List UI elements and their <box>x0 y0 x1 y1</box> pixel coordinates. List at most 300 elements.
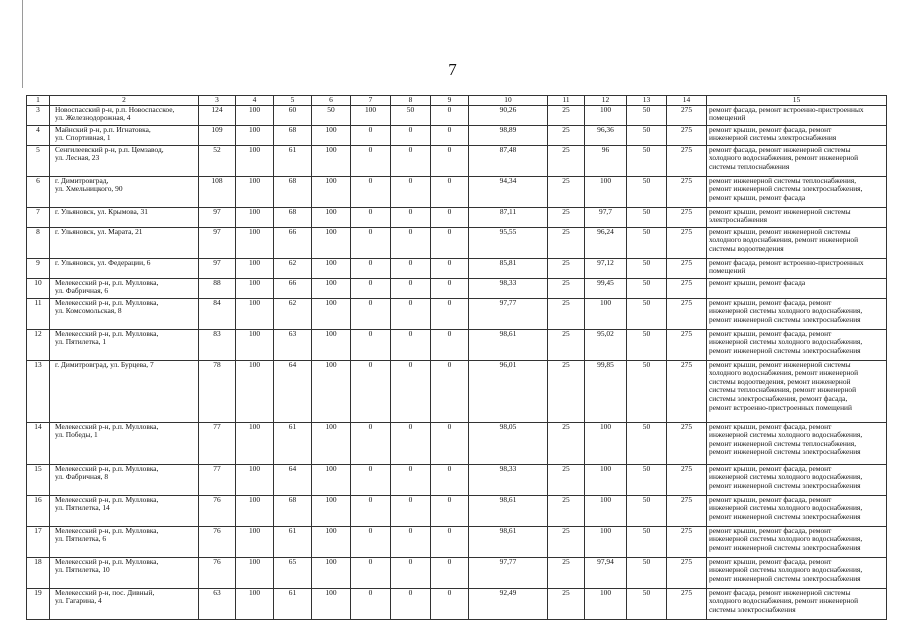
repair-works-cell <box>707 176 887 207</box>
address-line: г. Димитровград, ул. Бурцева, 7 <box>55 360 154 369</box>
value-cell-6: 100 <box>312 588 351 619</box>
repair-works-line: ремонт крыши, ремонт фасада <box>709 192 806 202</box>
value-cell-7: 0 <box>351 360 391 422</box>
value-cell-11: 25 <box>548 298 585 329</box>
value-cell-9: 0 <box>431 588 469 619</box>
value-cell-3: 108 <box>199 176 236 207</box>
value-cell-10: 98,33 <box>469 278 548 298</box>
address-line: ул. Железнодорожная, 4 <box>55 113 131 123</box>
value-cell-11: 25 <box>548 207 585 227</box>
repair-works-line: ремонт крыши, ремонт фасада, ремонт <box>709 422 832 431</box>
repair-works-cell <box>707 360 887 422</box>
value-cell-7: 0 <box>351 258 391 278</box>
value-cell-6: 100 <box>312 176 351 207</box>
value-cell-12: 96,36 <box>585 125 627 145</box>
address-cell <box>50 329 199 360</box>
value-cell-10: 98,61 <box>469 329 548 360</box>
repair-works-cell <box>707 298 887 329</box>
value-cell-11: 25 <box>548 105 585 125</box>
value-cell-9: 0 <box>431 464 469 495</box>
repair-works-line: ремонт фасада, ремонт инженерной системы <box>709 145 851 154</box>
address-line: ул. Комсомольская, 8 <box>55 306 122 316</box>
repair-works-cell <box>707 495 887 526</box>
repair-works-cell <box>707 105 887 125</box>
value-cell-8: 0 <box>391 495 431 526</box>
value-cell-4: 100 <box>236 526 274 557</box>
value-cell-3: 78 <box>199 360 236 422</box>
value-cell-10: 90,26 <box>469 105 548 125</box>
value-cell-8: 0 <box>391 422 431 464</box>
header-row <box>27 96 887 106</box>
repair-works-line: ремонт инженерной системы теплоснабжения, <box>709 438 857 448</box>
address-cell <box>50 298 199 329</box>
value-cell-11: 25 <box>548 495 585 526</box>
repair-works-line: системы теплоснабжения <box>709 161 790 171</box>
value-cell-14: 275 <box>667 298 707 329</box>
column-header: 12 <box>585 96 627 106</box>
repair-works-line: системы электроснабжения, ремонт фасада, <box>709 393 848 403</box>
value-cell-6: 100 <box>312 360 351 422</box>
value-cell-7: 0 <box>351 145 391 176</box>
repair-works-cell <box>707 422 887 464</box>
value-cell-10: 98,61 <box>469 526 548 557</box>
repair-works-line: ремонт инженерной системы теплоснабжения, <box>709 176 857 185</box>
value-cell-14: 275 <box>667 526 707 557</box>
address-line: Мелекесский р-н, р.п. Мулловка, <box>55 557 159 566</box>
repair-works-line: инженерной системы холодного водоснабжения, <box>709 565 863 575</box>
address-line: Мелекесский р-н, р.п. Мулловка, <box>55 422 159 431</box>
value-cell-13: 50 <box>627 422 667 464</box>
value-cell-7: 0 <box>351 557 391 588</box>
row-number-cell: 6 <box>27 176 50 207</box>
value-cell-13: 50 <box>627 258 667 278</box>
row-number-cell: 13 <box>27 360 50 422</box>
value-cell-6: 100 <box>312 557 351 588</box>
value-cell-3: 97 <box>199 258 236 278</box>
value-cell-11: 25 <box>548 526 585 557</box>
value-cell-12: 100 <box>585 176 627 207</box>
address-cell <box>50 278 199 298</box>
repair-works-line: ремонт крыши, ремонт фасада, ремонт <box>709 526 832 535</box>
address-line: Мелекесский р-н, р.п. Мулловка, <box>55 298 159 307</box>
row-number-cell: 4 <box>27 125 50 145</box>
value-cell-11: 25 <box>548 588 585 619</box>
value-cell-6: 100 <box>312 464 351 495</box>
column-header: 6 <box>312 96 351 106</box>
value-cell-7: 0 <box>351 588 391 619</box>
repair-works-line: системы теплоснабжения, ремонт инженерной <box>709 385 857 395</box>
value-cell-6: 100 <box>312 422 351 464</box>
address-line: ул. Фабричная, 8 <box>55 472 109 482</box>
address-line: ул. Хмельницкого, 90 <box>55 184 123 194</box>
table-row <box>27 464 887 495</box>
row-number-cell: 14 <box>27 422 50 464</box>
address-cell <box>50 176 199 207</box>
repair-works-line: ремонт фасада, ремонт встроенно-пристроенных <box>709 105 864 114</box>
value-cell-5: 62 <box>274 258 312 278</box>
repair-works-cell <box>707 258 887 278</box>
address-cell <box>50 422 199 464</box>
value-cell-8: 0 <box>391 360 431 422</box>
value-cell-8: 0 <box>391 176 431 207</box>
value-cell-14: 275 <box>667 145 707 176</box>
row-number-cell: 19 <box>27 588 50 619</box>
address-line: Мелекесский р-н, р.п. Мулловка, <box>55 329 159 338</box>
address-cell <box>50 207 199 227</box>
value-cell-14: 275 <box>667 207 707 227</box>
value-cell-8: 0 <box>391 557 431 588</box>
repair-works-line: ремонт крыши, ремонт фасада, ремонт <box>709 298 832 307</box>
row-number-cell: 7 <box>27 207 50 227</box>
table-row <box>27 495 887 526</box>
value-cell-10: 97,77 <box>469 557 548 588</box>
value-cell-8: 0 <box>391 227 431 258</box>
value-cell-3: 76 <box>199 557 236 588</box>
address-line: ул. Пятилетка, 10 <box>55 565 110 575</box>
address-cell <box>50 258 199 278</box>
value-cell-7: 0 <box>351 422 391 464</box>
value-cell-9: 0 <box>431 258 469 278</box>
value-cell-9: 0 <box>431 176 469 207</box>
value-cell-13: 50 <box>627 588 667 619</box>
value-cell-11: 25 <box>548 176 585 207</box>
value-cell-14: 275 <box>667 422 707 464</box>
value-cell-4: 100 <box>236 145 274 176</box>
repair-works-line: системы водоотведения <box>709 243 784 253</box>
repair-works-line: ремонт инженерной системы электроснабжения <box>709 573 861 583</box>
value-cell-6: 100 <box>312 145 351 176</box>
value-cell-8: 0 <box>391 329 431 360</box>
column-header: 9 <box>431 96 469 106</box>
row-number-cell: 5 <box>27 145 50 176</box>
value-cell-8: 50 <box>391 105 431 125</box>
value-cell-12: 100 <box>585 588 627 619</box>
row-number-cell: 15 <box>27 464 50 495</box>
value-cell-12: 96,24 <box>585 227 627 258</box>
value-cell-5: 65 <box>274 557 312 588</box>
value-cell-11: 25 <box>548 464 585 495</box>
value-cell-10: 98,61 <box>469 495 548 526</box>
column-header: 10 <box>469 96 548 106</box>
repair-works-line: ремонт фасада, ремонт встроенно-пристроенных <box>709 258 864 267</box>
value-cell-10: 85,81 <box>469 258 548 278</box>
repair-works-line: инженерной системы холодного водоснабжения, <box>709 472 863 482</box>
value-cell-4: 100 <box>236 125 274 145</box>
table-row <box>27 125 887 145</box>
value-cell-7: 0 <box>351 526 391 557</box>
address-cell <box>50 227 199 258</box>
value-cell-7: 0 <box>351 495 391 526</box>
value-cell-4: 100 <box>236 495 274 526</box>
table-row <box>27 298 887 329</box>
column-header: 15 <box>707 96 887 106</box>
table-row <box>27 258 887 278</box>
value-cell-5: 61 <box>274 422 312 464</box>
value-cell-11: 25 <box>548 258 585 278</box>
value-cell-14: 275 <box>667 557 707 588</box>
value-cell-12: 97,7 <box>585 207 627 227</box>
row-number-cell: 12 <box>27 329 50 360</box>
value-cell-5: 64 <box>274 464 312 495</box>
address-cell <box>50 557 199 588</box>
value-cell-11: 25 <box>548 145 585 176</box>
value-cell-9: 0 <box>431 298 469 329</box>
address-line: Мелекесский р-н, р.п. Мулловка, <box>55 495 159 504</box>
value-cell-14: 275 <box>667 227 707 258</box>
row-number-cell: 18 <box>27 557 50 588</box>
value-cell-7: 0 <box>351 207 391 227</box>
address-line: Мелекесский р-н, р.п. Мулловка, <box>55 464 159 473</box>
repair-works-cell <box>707 207 887 227</box>
repair-works-line: ремонт инженерной системы электроснабжения <box>709 345 861 355</box>
table-row <box>27 176 887 207</box>
value-cell-9: 0 <box>431 495 469 526</box>
value-cell-12: 97,12 <box>585 258 627 278</box>
repair-works-line: ремонт инженерной системы электроснабжения <box>709 511 861 521</box>
value-cell-6: 100 <box>312 329 351 360</box>
value-cell-8: 0 <box>391 278 431 298</box>
column-header: 13 <box>627 96 667 106</box>
value-cell-4: 100 <box>236 176 274 207</box>
value-cell-13: 50 <box>627 557 667 588</box>
value-cell-7: 0 <box>351 176 391 207</box>
value-cell-9: 0 <box>431 207 469 227</box>
value-cell-10: 98,33 <box>469 464 548 495</box>
value-cell-9: 0 <box>431 227 469 258</box>
address-line: ул. Пятилетка, 1 <box>55 337 107 347</box>
value-cell-9: 0 <box>431 105 469 125</box>
value-cell-9: 0 <box>431 278 469 298</box>
value-cell-12: 100 <box>585 464 627 495</box>
row-number-cell: 11 <box>27 298 50 329</box>
repair-works-cell <box>707 464 887 495</box>
repair-works-line: ремонт инженерной системы электроснабжения <box>709 480 861 490</box>
address-line: Мелекесский р-н, р.п. Мулловка, <box>55 526 159 535</box>
repair-works-line: инженерной системы холодного водоснабжения, <box>709 337 863 347</box>
repair-works-line: помещений <box>709 113 746 123</box>
value-cell-14: 275 <box>667 464 707 495</box>
table-row <box>27 360 887 422</box>
value-cell-4: 100 <box>236 464 274 495</box>
value-cell-13: 50 <box>627 278 667 298</box>
repair-works-line: ремонт крыши, ремонт инженерной системы <box>709 207 851 216</box>
address-cell <box>50 464 199 495</box>
value-cell-12: 100 <box>585 422 627 464</box>
value-cell-3: 76 <box>199 526 236 557</box>
table-row <box>27 588 887 619</box>
column-header: 3 <box>199 96 236 106</box>
value-cell-10: 94,34 <box>469 176 548 207</box>
value-cell-10: 98,05 <box>469 422 548 464</box>
repair-works-line: холодного водоснабжения, ремонт инженерной <box>709 153 859 163</box>
column-header: 11 <box>548 96 585 106</box>
repair-works-line: ремонт инженерной системы электроснабжения, <box>709 184 863 194</box>
repair-works-line: ремонт крыши, ремонт фасада, ремонт <box>709 495 832 504</box>
value-cell-4: 100 <box>236 588 274 619</box>
value-cell-14: 275 <box>667 495 707 526</box>
value-cell-3: 77 <box>199 422 236 464</box>
value-cell-11: 25 <box>548 329 585 360</box>
value-cell-3: 76 <box>199 495 236 526</box>
page-number: 7 <box>448 60 457 79</box>
value-cell-10: 96,01 <box>469 360 548 422</box>
address-line: ул. Пятилетка, 14 <box>55 503 110 513</box>
value-cell-6: 100 <box>312 227 351 258</box>
value-cell-7: 0 <box>351 125 391 145</box>
table-row <box>27 526 887 557</box>
table-row <box>27 329 887 360</box>
value-cell-3: 97 <box>199 227 236 258</box>
value-cell-4: 100 <box>236 360 274 422</box>
value-cell-11: 25 <box>548 125 585 145</box>
value-cell-10: 92,49 <box>469 588 548 619</box>
repair-works-line: холодного водоснабжения, ремонт инженерной <box>709 235 859 245</box>
value-cell-11: 25 <box>548 278 585 298</box>
address-cell <box>50 125 199 145</box>
column-header: 8 <box>391 96 431 106</box>
value-cell-12: 99,85 <box>585 360 627 422</box>
value-cell-9: 0 <box>431 526 469 557</box>
value-cell-9: 0 <box>431 329 469 360</box>
address-line: г. Димитровград, <box>55 176 109 185</box>
address-line: ул. Гагарина, 4 <box>55 596 102 606</box>
repair-works-cell <box>707 145 887 176</box>
value-cell-4: 100 <box>236 298 274 329</box>
value-cell-5: 62 <box>274 298 312 329</box>
repair-works-line: электроснабжения <box>709 215 768 225</box>
repair-works-line: системы электроснабжения <box>709 604 796 614</box>
value-cell-14: 275 <box>667 360 707 422</box>
repair-works-line: ремонт фасада, ремонт инженерной системы <box>709 588 851 597</box>
table-row <box>27 105 887 125</box>
value-cell-4: 100 <box>236 278 274 298</box>
value-cell-13: 50 <box>627 464 667 495</box>
value-cell-3: 63 <box>199 588 236 619</box>
value-cell-5: 61 <box>274 526 312 557</box>
value-cell-10: 97,77 <box>469 298 548 329</box>
value-cell-12: 99,45 <box>585 278 627 298</box>
repair-program-table <box>26 95 887 620</box>
repair-works-line: ремонт крыши, ремонт фасада, ремонт <box>709 464 832 473</box>
value-cell-7: 0 <box>351 329 391 360</box>
address-line: ул. Спортивная, 1 <box>55 133 111 143</box>
repair-works-line: инженерной системы холодного водоснабжения, <box>709 306 863 316</box>
repair-works-line: ремонт встроенно-пристроенных помещений <box>709 402 852 412</box>
repair-works-cell <box>707 227 887 258</box>
repair-works-cell <box>707 278 887 298</box>
value-cell-14: 275 <box>667 176 707 207</box>
repair-works-cell <box>707 125 887 145</box>
address-cell <box>50 495 199 526</box>
repair-works-line: ремонт крыши, ремонт фасада <box>709 278 806 287</box>
value-cell-10: 98,89 <box>469 125 548 145</box>
table-row <box>27 422 887 464</box>
value-cell-11: 25 <box>548 557 585 588</box>
value-cell-14: 275 <box>667 278 707 298</box>
value-cell-12: 100 <box>585 298 627 329</box>
value-cell-8: 0 <box>391 464 431 495</box>
value-cell-6: 100 <box>312 526 351 557</box>
address-line: Мелекесский р-н, пос. Дивный, <box>55 588 155 597</box>
repair-works-line: системы водоотведения, ремонт инженерной <box>709 376 851 386</box>
value-cell-3: 97 <box>199 207 236 227</box>
repair-works-line: ремонт крыши, ремонт фасада, ремонт <box>709 329 832 338</box>
value-cell-13: 50 <box>627 125 667 145</box>
address-line: ул. Пятилетка, 6 <box>55 534 107 544</box>
value-cell-6: 100 <box>312 278 351 298</box>
value-cell-6: 100 <box>312 125 351 145</box>
value-cell-5: 68 <box>274 207 312 227</box>
value-cell-9: 0 <box>431 145 469 176</box>
value-cell-3: 88 <box>199 278 236 298</box>
address-line: Майнский р-н, р.п. Игнатовка, <box>55 125 151 134</box>
value-cell-8: 0 <box>391 125 431 145</box>
address-line: Мелекесский р-н, р.п. Мулловка, <box>55 278 159 287</box>
address-line: ул. Победы, 1 <box>55 430 98 440</box>
value-cell-8: 0 <box>391 298 431 329</box>
value-cell-13: 50 <box>627 298 667 329</box>
value-cell-12: 96 <box>585 145 627 176</box>
value-cell-13: 50 <box>627 105 667 125</box>
row-number-cell: 8 <box>27 227 50 258</box>
repair-works-line: ремонт инженерной системы электроснабжения <box>709 314 861 324</box>
value-cell-14: 275 <box>667 588 707 619</box>
value-cell-10: 87,11 <box>469 207 548 227</box>
value-cell-4: 100 <box>236 557 274 588</box>
column-header: 1 <box>27 96 50 106</box>
value-cell-5: 60 <box>274 105 312 125</box>
value-cell-5: 61 <box>274 145 312 176</box>
repair-works-line: помещений <box>709 266 746 276</box>
value-cell-7: 0 <box>351 464 391 495</box>
value-cell-12: 100 <box>585 105 627 125</box>
value-cell-5: 68 <box>274 495 312 526</box>
value-cell-7: 100 <box>351 105 391 125</box>
value-cell-3: 77 <box>199 464 236 495</box>
table-row <box>27 145 887 176</box>
value-cell-13: 50 <box>627 145 667 176</box>
value-cell-8: 0 <box>391 588 431 619</box>
repair-works-line: инженерной системы электроснабжения <box>709 133 837 143</box>
address-cell <box>50 588 199 619</box>
address-cell <box>50 526 199 557</box>
value-cell-13: 50 <box>627 227 667 258</box>
address-cell <box>50 105 199 125</box>
repair-works-line: холодного водоснабжения, ремонт инженерной <box>709 596 859 606</box>
value-cell-10: 87,48 <box>469 145 548 176</box>
value-cell-3: 109 <box>199 125 236 145</box>
value-cell-5: 61 <box>274 588 312 619</box>
address-line: ул. Фабричная, 6 <box>55 286 109 296</box>
address-line: Сенгилеевский р-н, р.п. Цемзавод, <box>55 145 164 154</box>
value-cell-11: 25 <box>548 360 585 422</box>
value-cell-4: 100 <box>236 422 274 464</box>
table-row <box>27 207 887 227</box>
value-cell-4: 100 <box>236 207 274 227</box>
value-cell-13: 50 <box>627 207 667 227</box>
value-cell-12: 97,94 <box>585 557 627 588</box>
value-cell-9: 0 <box>431 557 469 588</box>
repair-works-line: ремонт инженерной системы электроснабжения <box>709 447 861 457</box>
repair-works-line: ремонт инженерной системы электроснабжения <box>709 542 861 552</box>
repair-works-line: инженерной системы холодного водоснабжения, <box>709 503 863 513</box>
repair-works-line: инженерной системы холодного водоснабжения, <box>709 534 863 544</box>
value-cell-6: 100 <box>312 258 351 278</box>
value-cell-4: 100 <box>236 329 274 360</box>
value-cell-8: 0 <box>391 207 431 227</box>
value-cell-5: 64 <box>274 360 312 422</box>
value-cell-10: 95,55 <box>469 227 548 258</box>
